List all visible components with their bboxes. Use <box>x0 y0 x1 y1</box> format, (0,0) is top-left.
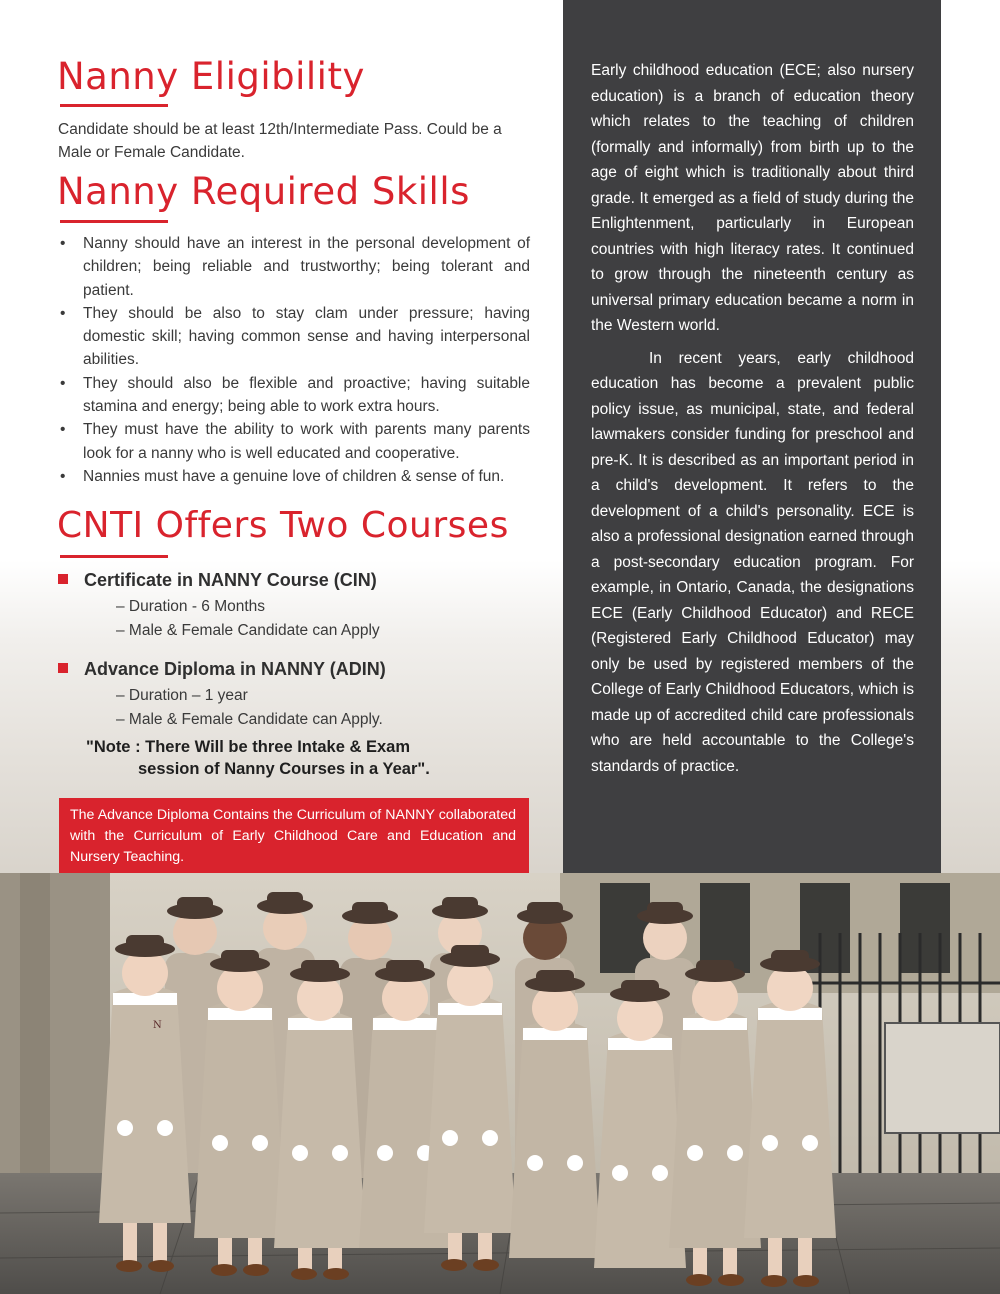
courses-title: CNTI Offers Two Courses <box>57 505 509 546</box>
list-item: • They must have the ability to work with parents many parents look for a nanny who is well educated and cooperative. <box>60 421 530 462</box>
list-item: • Nanny should have an interest in the personal development of children; being reliable and trustworthy; being tolerant and patient. <box>60 235 530 299</box>
photo-illustration <box>0 873 1000 1294</box>
skills-title: Nanny Required Skills <box>57 170 470 213</box>
eligibility-underline <box>60 104 168 107</box>
skills-list <box>58 232 530 488</box>
list-item: • They should be also to stay clam under pressure; having domestic skill; having common sense and having interpersonal abilities. <box>60 304 530 369</box>
course-cin-heading: Certificate in NANNY Course (CIN) <box>58 570 377 591</box>
course-adin-heading: Advance Diploma in NANNY (ADIN) <box>58 659 386 680</box>
eligibility-title: Nanny Eligibility <box>57 55 365 98</box>
eligibility-text: Candidate should be at least 12th/Intermediate Pass. Could be a Male or Female Candidate. <box>58 121 502 161</box>
ece-panel <box>563 0 941 873</box>
nannies-group-photo <box>0 873 1000 1294</box>
red-square-bullet-icon <box>58 663 68 673</box>
skills-underline <box>60 220 168 223</box>
course-cin-duration: – Duration - 6 Months <box>116 598 266 615</box>
diploma-info-box: The Advance Diploma Contains the Curriculum of NANNY collaborated with the Curriculum of Early Childhood Care and Education and Nursery Teaching. <box>59 798 529 874</box>
list-item: • They should also be flexible and proactive; having suitable stamina and energy; being able to work extra hours. <box>60 374 530 416</box>
course-adin-eligibility: – Male & Female Candidate can Apply. <box>116 711 383 728</box>
course-adin-duration: – Duration – 1 year <box>116 687 248 704</box>
ece-paragraph-1: Early childhood education (ECE; also nursery education) is a branch of education theory which relates to the teaching of children (formally and informally) from birth up to the age of eight which is traditionally about third grade. It emerged as a field of study during the Enlightenment, particularly in European countries with high literacy rates. It continued to grow through the nineteenth century as universal primary education became a norm in the Western world. <box>591 62 914 334</box>
list-item: • Nannies must have a genuine love of children & sense of fun. <box>60 467 505 485</box>
ece-paragraph-2: In recent years, early childhood education has become a prevalent public policy issue, as municipal, state, and federal lawmakers consider funding for preschool and pre-K. It is described as an important period in a child's development. It refers to the development of a child's personality. ECE is also a professional designation earned through a post-secondary education program. For example, in Ontario, Canada, the designations ECE (Early Childhood Educator) and RECE (Registered Early Childhood Educator) may only be used by registered members of the College of Early Childhood Educators, which is made up of accredited child care professionals who are held accountable to the College's standards of practice. <box>591 349 914 775</box>
courses-underline <box>60 555 168 558</box>
badge-letter: N <box>153 1020 162 1031</box>
red-square-bullet-icon <box>58 574 68 584</box>
course-cin-eligibility: – Male & Female Candidate can Apply <box>116 622 380 639</box>
intake-note: "Note : There Will be three Intake & Exam session of Nanny Courses in a Year". <box>86 738 430 778</box>
